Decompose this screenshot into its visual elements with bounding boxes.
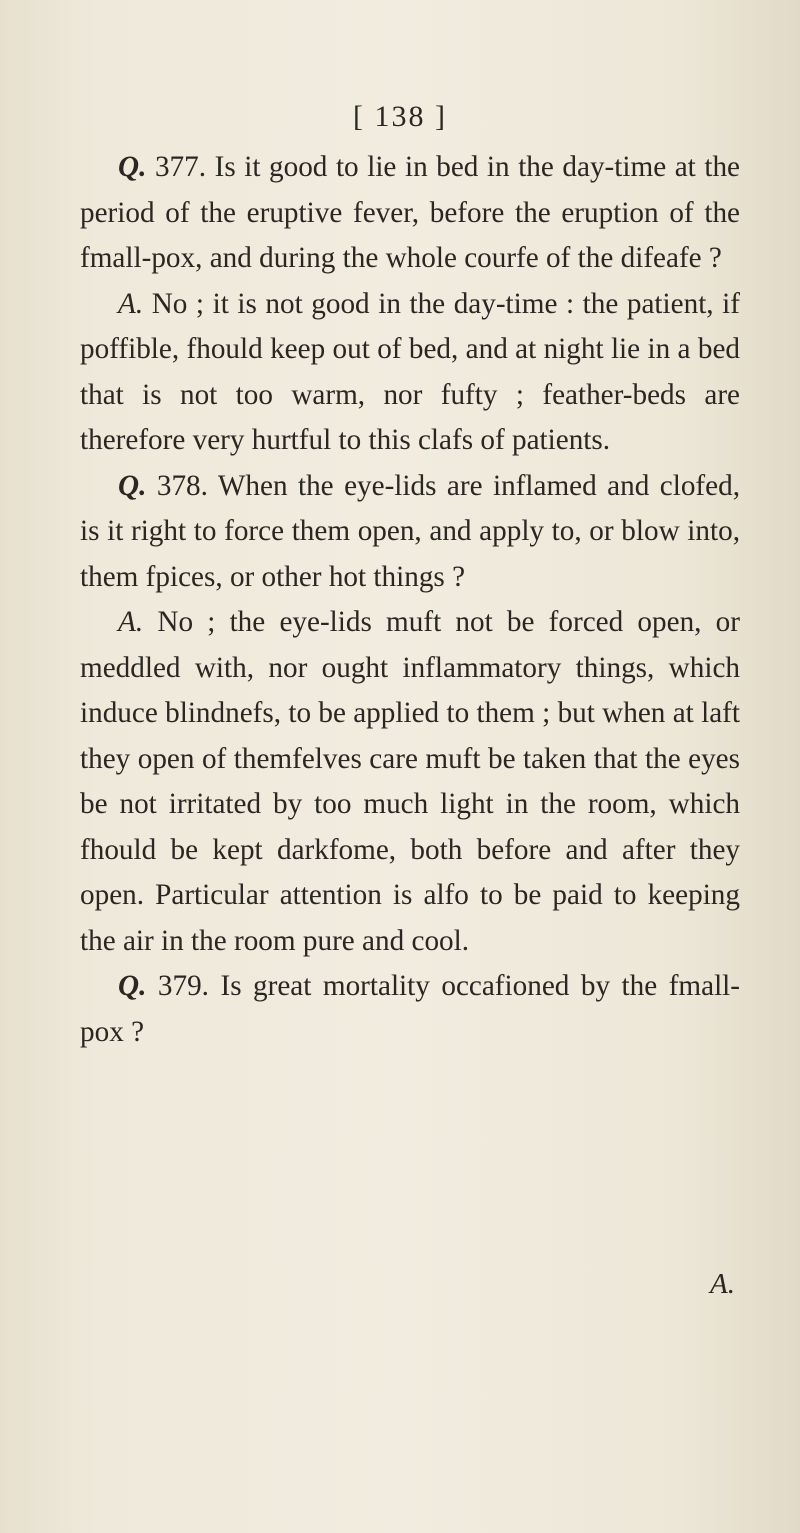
answer-mark: A. bbox=[118, 606, 144, 638]
question-number: 379. bbox=[157, 970, 209, 1002]
answer-378 bbox=[80, 600, 740, 964]
question-number: 378. bbox=[156, 469, 208, 502]
question-number: 377. bbox=[154, 151, 207, 183]
answer-377 bbox=[80, 282, 740, 464]
question-text: Is it good to lie in bed in the day-time at the period of the eruptive fever, before the eruption of the fmall-pox, and during the whole courfe of the difeafe ? bbox=[80, 151, 740, 274]
question-text: Is great mortality occafioned by the fmall-pox ? bbox=[80, 970, 741, 1048]
answer-text: No ; it is not good in the day-time : the patient, if poffible, fhould keep out of bed, and at night lie in a bed that is not too warm, nor fufty ; feather-beds are therefore very hurtful to this clafs of patients. bbox=[80, 287, 740, 456]
page-number-header: [ 138 ] bbox=[353, 100, 447, 133]
question-378 bbox=[80, 464, 740, 601]
question-377 bbox=[80, 145, 740, 282]
question-text: When the eye-lids are inflamed and clofed, is it right to force them open, and apply to, or blow into, them fpices, or other hot things ? bbox=[80, 469, 740, 593]
question-mark: Q. bbox=[118, 469, 147, 502]
answer-text: No ; the eye-lids muft not be forced open, or meddled with, nor ought inflammatory things, which induce blindnefs, to be applied to them ; but when at laft they open of themfelves care muft be taken that the eyes be not irritated by too much light in the room, which fhould be kept darkfome, both before and after they open. Particular attention is alfo to be paid to keeping the air in the room pure and cool. bbox=[80, 606, 741, 957]
answer-mark: A. bbox=[118, 287, 144, 320]
page-body bbox=[80, 145, 740, 1055]
question-mark: Q. bbox=[118, 970, 147, 1002]
question-379 bbox=[80, 964, 740, 1055]
catchword: A. bbox=[710, 1268, 735, 1300]
question-mark: Q. bbox=[118, 151, 147, 183]
